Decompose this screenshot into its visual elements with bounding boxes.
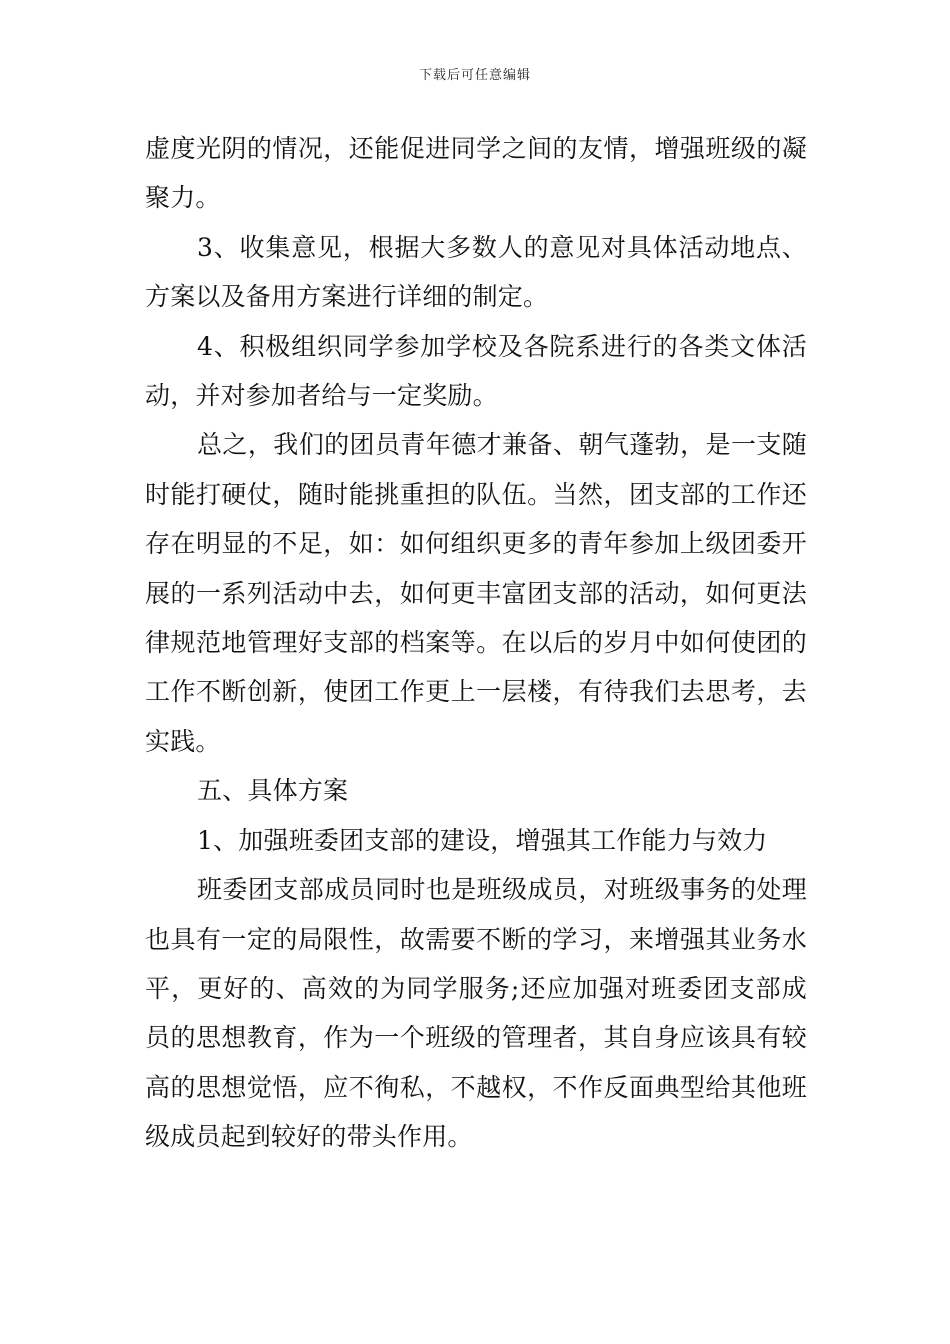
section-heading: 五、具体方案 [197, 776, 349, 806]
document-body [145, 124, 807, 1162]
paragraph-1: 虚度光阴的情况，还能促进同学之间的友情，增强班级的凝聚力。 [145, 134, 807, 213]
paragraph-5: 班委团支部成员同时也是班级成员，对班级事务的处理也具有一定的局限性，故需要不断的学习，来增强其业务水平，更好的、高效的为同学服务;还应加强对班委团支部成员的思想教育，作为一个班级的管理者，其自身应该具有较高的思想觉悟，应不徇私，不越权，不作反面典型给其他班级成员起到较好的带头作用。 [145, 875, 807, 1152]
paragraph-4: 总之，我们的团员青年德才兼备、朝气蓬勃，是一支随时能打硬仗，随时能挑重担的队伍。当然，团支部的工作还存在明显的不足，如：如何组织更多的青年参加上级团委开展的一系列活动中去，如何更丰富团支部的活动，如何更法律规范地管理好支部的档案等。在以后的岁月中如何使团的工作不断创新，使团工作更上一层楼，有待我们去思考，去实践。 [145, 430, 807, 756]
paragraph-3: 4、积极组织同学参加学校及各院系进行的各类文体活动，并对参加者给与一定奖励。 [145, 331, 807, 411]
page-header-note: 下载后可任意编辑 [418, 68, 531, 83]
subsection-heading: 1、加强班委团支部的建设，增强其工作能力与效力 [197, 825, 768, 855]
paragraph-2: 3、收集意见，根据大多数人的意见对具体活动地点、方案以及备用方案进行详细的制定。 [145, 232, 807, 312]
